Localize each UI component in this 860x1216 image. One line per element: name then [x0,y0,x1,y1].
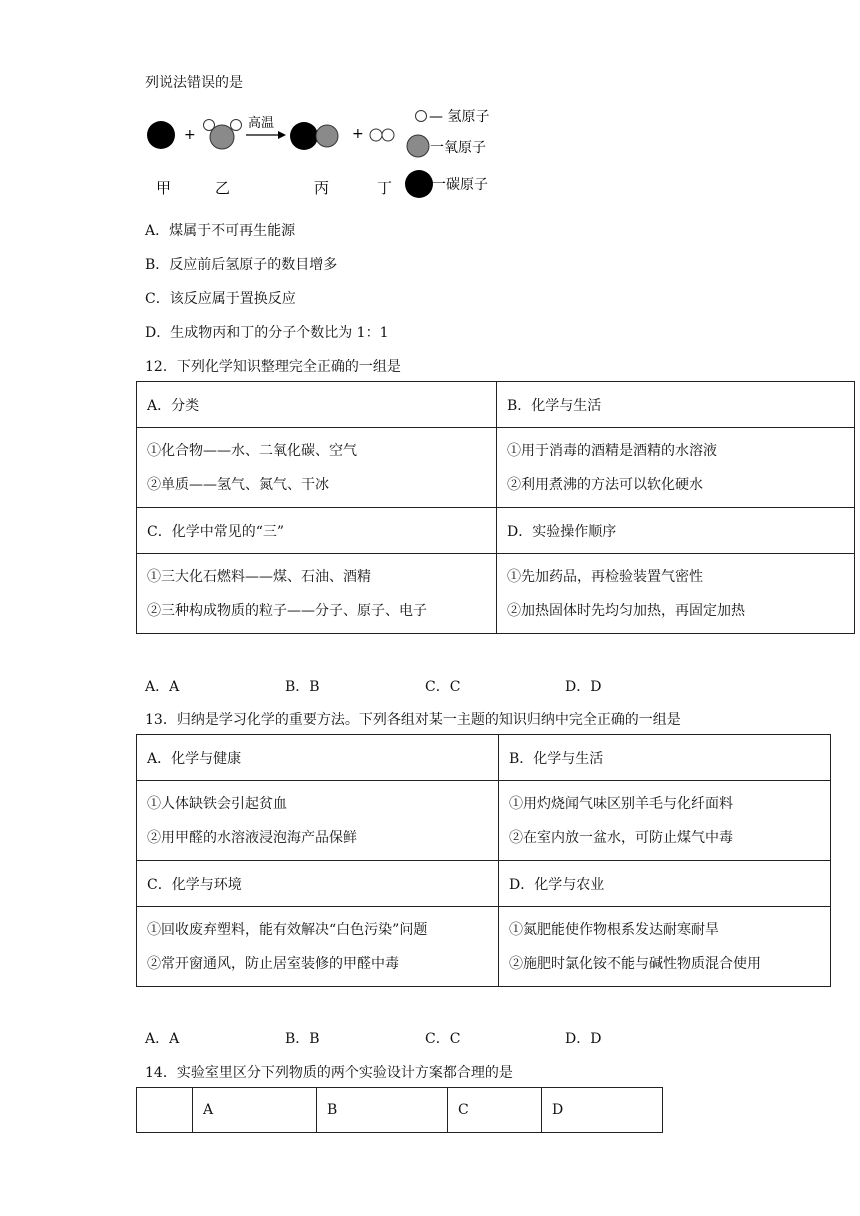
svg-text:+: + [184,127,196,143]
q11-option-b: B．反应前后氢原子的数目增多 [145,257,338,273]
q14-header-blank [137,1088,193,1133]
q13-cell-a: ①人体缺铁会引起贫血 ②用甲醛的水溶液浸泡海产品保鲜 [137,781,499,861]
legend-carbon-icon [405,170,433,198]
hydrogen-atom [231,120,242,131]
arrow-label: 高温 [248,116,275,131]
q12-cell-d: ①先加药品，再检验装置气密性 ②加热固体时先均匀加热，再固定加热 [497,554,855,634]
q13-header-d: D．化学与农业 [499,861,831,907]
q13-stem: 13．归纳是学习化学的重要方法。下列各组对某一主题的知识归纳中完全正确的一组是 [145,712,681,728]
q12-cell-a: ①化合物——水、二氧化碳、空气 ②单质——氢气、氮气、干冰 [137,428,497,508]
q12-header-a: A．分类 [137,382,497,428]
legend-oxygen: 一氧原子 [430,140,486,156]
legend-hydrogen: — 氢原子 [429,109,490,125]
q12-choices [145,676,705,696]
reaction-diagram [140,104,510,204]
q13-header-a: A．化学与健康 [137,735,499,781]
q13-header-c: C．化学与环境 [137,861,499,907]
q11-intro: 列说法错误的是 [145,75,243,91]
q13-table [136,734,831,987]
q11-option-c: C．该反应属于置换反应 [145,291,296,307]
q11-option-d: D．生成物丙和丁的分子个数比为 1：1 [145,325,389,341]
q14-header-b: B [317,1088,448,1133]
carbon-atom [290,122,318,150]
label-yi: 乙 [215,179,231,197]
q14-header-a: A [193,1088,317,1133]
q14-header-d: D [542,1088,663,1133]
q12-choice-b[interactable]: B．B [285,679,320,695]
hydrogen-atom [204,120,215,131]
q12-table [136,381,855,634]
q13-choice-c[interactable]: C．C [425,1031,461,1047]
q13-choice-d[interactable]: D．D [565,1031,602,1047]
hydrogen-atom [382,129,394,141]
q12-stem: 12．下列化学知识整理完全正确的一组是 [145,359,401,375]
label-jia: 甲 [156,179,172,197]
hydrogen-atom [370,129,382,141]
q13-choice-a[interactable]: A．A [145,1031,180,1047]
q14-table [136,1087,663,1133]
carbon-atom [147,121,175,149]
legend-oxygen-icon [407,135,429,157]
q12-header-d: D．实验操作顺序 [497,508,855,554]
q13-cell-b: ①用灼烧闻气味区别羊毛与化纤面料 ②在室内放一盆水，可防止煤气中毒 [499,781,831,861]
q13-cell-d: ①氮肥能使作物根系发达耐寒耐旱 ②施肥时氯化铵不能与碱性物质混合使用 [499,907,831,987]
q12-choice-d[interactable]: D．D [565,679,602,695]
label-ding: 丁 [377,179,393,197]
legend-hydrogen-icon [416,111,427,122]
q12-cell-c: ①三大化石燃料——煤、石油、酒精 ②三种构成物质的粒子——分子、原子、电子 [137,554,497,634]
q14-header-c: C [448,1088,542,1133]
q12-choice-a[interactable]: A．A [145,679,180,695]
q12-cell-b: ①用于消毒的酒精是酒精的水溶液 ②利用煮沸的方法可以软化硬水 [497,428,855,508]
legend-carbon: 一碳原子 [432,177,488,193]
q14-stem: 14．实验室里区分下列物质的两个实验设计方案都合理的是 [145,1065,513,1081]
q12-header-c: C．化学中常见的“三” [137,508,497,554]
q13-choices [145,1028,705,1048]
oxygen-atom [316,125,338,147]
label-bing: 丙 [314,179,330,197]
q12-choice-c[interactable]: C．C [425,679,461,695]
q12-header-b: B．化学与生活 [497,382,855,428]
q11-option-a: A．煤属于不可再生能源 [145,223,296,239]
q13-cell-c: ①回收废弃塑料，能有效解决“白色污染”问题 ②常开窗通风，防止居室装修的甲醛中毒 [137,907,499,987]
svg-text:+: + [352,126,364,142]
q13-choice-b[interactable]: B．B [285,1031,320,1047]
q13-header-b: B．化学与生活 [499,735,831,781]
